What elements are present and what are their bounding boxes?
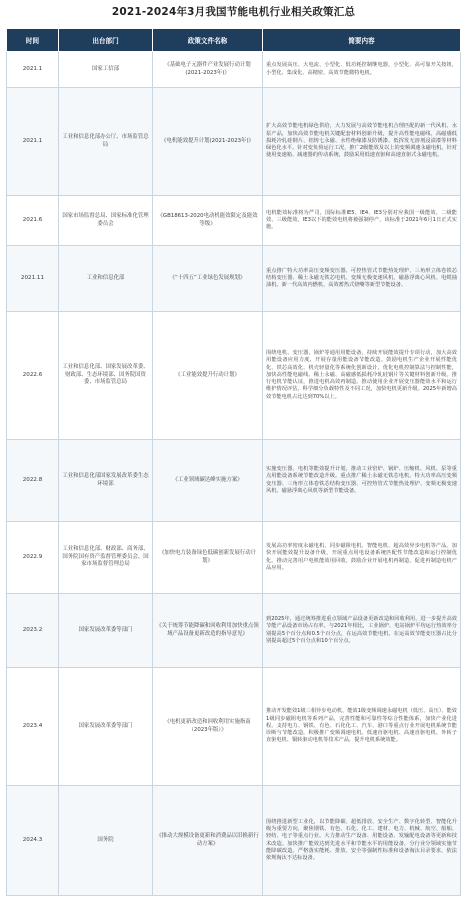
cell-dept: 国家工信部 [59, 52, 153, 88]
cell-date: 2023.2 [7, 594, 59, 668]
cell-date: 2022.8 [7, 440, 59, 522]
table-row [7, 786, 461, 896]
cell-date: 2023.4 [7, 668, 59, 786]
cell-doc: 《“十四五”工业绿色发展规划》 [153, 246, 263, 312]
cell-date: 2022.9 [7, 522, 59, 594]
cell-dept: 工业和信息化部国家发展改革委生态环境部 [59, 440, 153, 522]
cell-doc: 《工业能效提升行动计划》 [153, 312, 263, 440]
cell-dept: 工业和信息化部 [59, 246, 153, 312]
cell-content: 重点发展高压、大电流、小型化、低功耗控制继电器，小型化、高可靠开关按钮，小型化、集成化、高精密、高效节能微特电机。 [263, 52, 461, 88]
cell-dept: 国务院 [59, 786, 153, 896]
cell-content: 围绕推进新型工业化，以节能降碳、超低排放、安全生产、数字化转型、智能化升级为重要方向，聚焦钢铁、有色、石化、化工、建材、电力、机械、航空、船舶、轻纺、电子等重点行业，大力推动生产设备、用能设备、发输配电设备等更新和技术改造。加快推广能效达到先进水平和节能水平的用能设备，分行业分领域实施节能降碳改造。严格落实能耗、排放、安全等强制性标准和设备淘汰目录要求，依法依规淘汰不达标设备。 [263, 786, 461, 896]
cell-date: 2021.1 [7, 88, 59, 196]
cell-doc: 《基础电子元器件产业发展行动计划(2021-2023年)》 [153, 52, 263, 88]
table-row [7, 668, 461, 786]
cell-content: 到2025年，通过统筹推进重点领域产品设备更新改造和回收利用，进一步提升高效节能产品设备市场占有率。与2021年相比，工业锅炉、电站锅炉平均运行热效率分别提高5个百分点和0.5个百分点，在运高效节能电机、在运高效节能变压器占比分别提高超过5个百分点和10个百分点。 [263, 594, 461, 668]
table-row [7, 246, 461, 312]
table-header-row [7, 29, 461, 52]
cell-date: 2021.6 [7, 196, 59, 246]
cell-content: 扩大高效节能电机绿色供给，大力发展与高效节能电机合理匹配的新一代风机、水泵产品，加快高效节能电机关键配套材料创新升级，提升高性能电磁线、高磁感低损耗冷轧硅钢片、铝铸七永磁、水性绝缘漆及防锈漆、低挥发无溶剂浸渍漆等材料绿色化水平。针对变负荷运行工况，推广2级能效及以上的变频调速永磁电机。针对使用变速箱、减速器的传动系统，鼓励采用低速直驱和高速直驱式永磁电机。 [263, 88, 461, 196]
cell-doc: 《关于统筹节能降碳和回收利用加快重点领域产品设备更新改造的指导意见》 [153, 594, 263, 668]
table-row [7, 196, 461, 246]
table-row [7, 312, 461, 440]
cell-dept: 工业和信息化部办公厅、市场监管总局 [59, 88, 153, 196]
cell-doc: 《推动大规模设备更新和消费品以旧换新行动方案》 [153, 786, 263, 896]
table-row [7, 88, 461, 196]
cell-doc: 《电机更新改造和回收利用实施指南（2023年版）》 [153, 668, 263, 786]
cell-date: 2024.3 [7, 786, 59, 896]
header-dept: 出台部门 [59, 29, 153, 52]
cell-content: 围绕电机、变压器、锅炉等通用用能设备，持续开展能效提升专项行动，加大高效用能设备应用力度，开展存量用能设备节能改造。鼓励电机生产企业开展性能优化、铁芯高效化、机壳轻量化等系统化创新设计，优化电机控制算法与控制性能，加快高性能电磁线、稀土永磁、高磁感低损耗冷轧硅钢片等关键材料创新升级。推行电机节能认证，推进电机高效再制造。推动使用企业开展变压器能效水平和运行维护情况评估，科学细分负载特性及不同工况，加快电机更新升级。2025年新增高效节能电机占比达到70%以上。 [263, 312, 461, 440]
cell-content: 推动开发能效1级三相异步电动机、能效1级变频调速永磁电机（低压、高压）、能效1级同步磁阻电机等系列产品，完善性能和可靠性等综合性能体系，加快产业化进程。支持电力、钢铁、有色、石化化工、汽车、港口等重点行业开展电机系统节能诊断与节能改造，积极推广变频调速电机、低速直驱电机、高速直驱电机、外转子直驱电机、铜转驱动电机等技术产品，提升电机系统效能。 [263, 668, 461, 786]
cell-content: 电机能效标准将为严司，国际标准IE5、IE4、IE3分别对应我国一级能效、二级能效、三级能效，IE3以下的能效电机将被强制停产，该标准于2021年6月1日正式实施。 [263, 196, 461, 246]
table-row [7, 440, 461, 522]
header-doc: 政策文件名称 [153, 29, 263, 52]
cell-doc: 《GB18613-2020电动机能效限定及能效等级》 [153, 196, 263, 246]
header-content: 简要内容 [263, 29, 461, 52]
table-row [7, 594, 461, 668]
table-row [7, 52, 461, 88]
cell-date: 2021.11 [7, 246, 59, 312]
cell-doc: 《电机能效提升计划(2021-2023年)》 [153, 88, 263, 196]
cell-doc: 《加快电力装备绿色低碳创新发展行动计划》 [153, 522, 263, 594]
header-date: 时间 [7, 29, 59, 52]
cell-doc: 《工业领域碳达峰实施方案》 [153, 440, 263, 522]
cell-dept: 国家发展改革委等部门 [59, 594, 153, 668]
cell-content: 发展高功率密度永磁电机、同步磁阻电机、智能电机、超高效异步电机等产品。加快开展能效提升设备升级，开展重点用电设备系统匹配性节能改造和运行控制优化。推动完善用户电机能效用回收，鼓励企业开展电机再制造，促进再制造电机产品应用。 [263, 522, 461, 594]
cell-dept: 工业和信息化部、财政部、商务部、国务院国有资产监督管理委员会、国家市场监督管理总局 [59, 522, 153, 594]
page-title: 2021-2024年3月我国节能电机行业相关政策汇总 [111, 6, 356, 18]
table-row [7, 522, 461, 594]
cell-dept: 国家发展改革委等部门 [59, 668, 153, 786]
cell-content: 重点推广特大功率高压变频变压器、可控热管式节能热处理炉、三角形立体卷铁芯结构变压器、稀土永磁无铁芯电机、变频无极变速风机、磁悬浮离心风机、电缆抽油机、新一代高效内燃机、高效蓄热式烧嘴等新型节能设备。 [263, 246, 461, 312]
cell-dept: 国家市场监督总局、国家标准化管理委员会 [59, 196, 153, 246]
cell-content: 实施变压器、电机等能效提升计划，推动工业窑炉、锅炉、压缩机、风机、泵等重点用能设备系统节能改造升级。重点推广稀土永磁无铁芯电机、特大功率高压变频变压器、三角形立体卷铁芯结构变压器、可控热管式节能热处理炉、变频无极变速风机、磁悬浮离心风机等新型节能设备。 [263, 440, 461, 522]
policy-table [6, 28, 461, 896]
cell-date: 2022.6 [7, 312, 59, 440]
cell-dept: 工业和信息化部、国家发展改革委、财政部、生态环境部、国务院国资委、市场监管总局 [59, 312, 153, 440]
cell-date: 2021.1 [7, 52, 59, 88]
